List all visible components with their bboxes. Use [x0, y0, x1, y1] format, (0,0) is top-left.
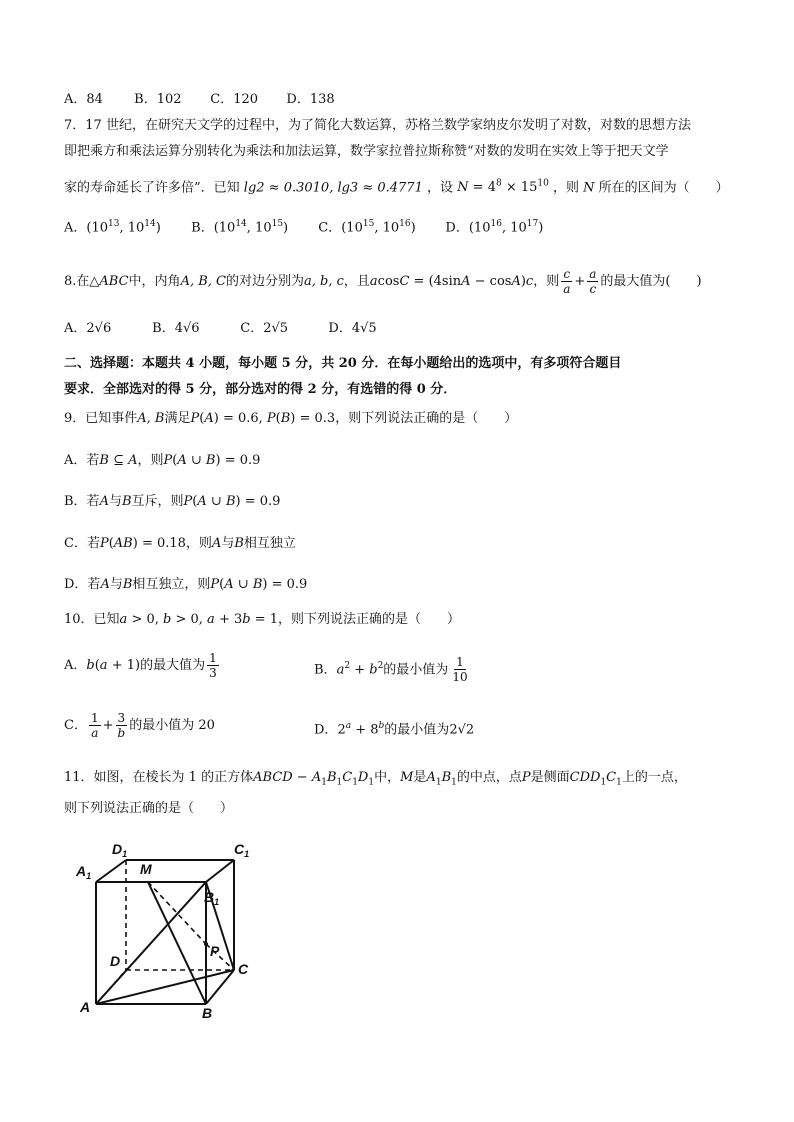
- q8-option-c: C．2√5: [240, 321, 289, 336]
- q8-text-1: 中，内角: [128, 274, 181, 289]
- label-a1: $A_1$: [76, 863, 92, 881]
- q6-options: [64, 91, 335, 109]
- q8-frac-c-a: $\frac{c}{a}$: [563, 267, 571, 296]
- q8-condition: acosC = (4sinA − cosA)c: [369, 274, 534, 289]
- q8-text-4: ，则: [533, 274, 560, 289]
- label-a: A: [80, 999, 91, 1015]
- q8-option-a: A．2√6: [64, 321, 112, 336]
- q8-option-d: D．4√5: [328, 321, 377, 336]
- label-c1: $C_1$: [234, 841, 250, 859]
- q10-stem: [64, 611, 460, 629]
- q9-option-d: D．若A与B相互独立，则P(A ∪ B) = 0.9: [64, 577, 308, 592]
- q6-option-d: D．138: [286, 92, 335, 107]
- q7-line3-text-b: ，设: [427, 180, 454, 196]
- q11-line1: 11．如图，在棱长为 1 的正方体ABCD − $A_1B_1C_1D_1$中，M是$A_1B_1$的中点，点P是侧面$CDD_1C_1$上的一点，: [64, 770, 687, 788]
- q6-option-b: B．102: [134, 92, 182, 107]
- q8-text-3: ，且: [343, 274, 370, 289]
- section2-line1: 二、选择题：本题共 4 小题，每小题 5 分，共 20 分．在每小题给出的选项中，有多项符合题目: [64, 356, 622, 371]
- q9-text-b: 满足: [164, 411, 191, 426]
- q8-text-5: 的最大值为( ): [600, 274, 702, 289]
- label-c: C: [238, 961, 249, 977]
- q7-line2: 即把乘方和乘法运算分别转化为乘法和加法运算，数学家拉普拉斯称赞“对数的发明在实效上等于把天文学: [64, 144, 669, 159]
- q7-options: [64, 215, 543, 237]
- label-b1: $B_1$: [204, 889, 220, 907]
- label-m: M: [140, 861, 152, 877]
- q10-option-d: D．$2^a + 8^b$的最小值为2√2: [314, 721, 475, 738]
- q7-option-a: A．($10^{13}$, $10^{14}$): [64, 219, 161, 236]
- q9-option-b: B．若A与B互斥，则P(A ∪ B) = 0.9: [64, 494, 281, 509]
- q7-option-c: C．($10^{15}$, $10^{16}$): [318, 219, 416, 236]
- segment-a-c: [96, 970, 234, 1004]
- label-b: B: [202, 1005, 213, 1021]
- edge-c1-b1: [206, 860, 234, 882]
- q8-text-2: 的对边分别为: [225, 274, 304, 289]
- edge-a1-d1: [96, 860, 126, 882]
- q9-option-a: A．若B ⊆ A，则P(A ∪ B) = 0.9: [64, 453, 261, 468]
- point-p: [204, 942, 208, 946]
- q9-stem: [64, 410, 517, 428]
- q10-text-a: 10．已知: [64, 612, 120, 627]
- q7-lg-values: lg2 ≈ 0.3010, lg3 ≈ 0.4771: [243, 180, 423, 196]
- segment-a-b1: [96, 882, 206, 1004]
- q11-line2: 则下列说法正确的是（ ）: [64, 801, 234, 816]
- q9-given: P(A) = 0.6, P(B) = 0.3: [190, 411, 336, 426]
- q8-stem: 8.在△ABC中，内角A, B, C的对边分别为a, b, c，且acosC = (4sinA − cosA)c，则 $\frac{c}{a}$ + $\frac{a}{c}$ 的最大值为( ): [64, 267, 702, 296]
- q7-n-symbol: N: [583, 180, 595, 196]
- label-d: D: [110, 953, 121, 969]
- cube-figure: [64, 832, 264, 1032]
- q8-frac-a-c: $\frac{a}{c}$: [589, 267, 597, 296]
- q6-option-a: A．84: [64, 92, 103, 107]
- section2-line2: 要求．全部选对的得 5 分，部分选对的得 2 分，有选错的得 0 分．: [64, 382, 457, 397]
- q10-given: a > 0, b > 0, a + 3b = 1: [119, 612, 279, 627]
- q7-option-d: D．($10^{16}$, $10^{17}$): [445, 219, 544, 236]
- q8-option-b: B．4√6: [152, 321, 200, 336]
- q8-sides: a, b, c: [304, 274, 344, 289]
- q9-text-a: 9．已知事件: [64, 411, 138, 426]
- q7-line3-text-c: ，则: [553, 180, 580, 196]
- q6-option-c: C．120: [210, 92, 259, 107]
- q8-triangle-abc: ABC: [99, 274, 129, 289]
- q7-line3: [64, 175, 729, 197]
- label-d1: $D_1$: [112, 841, 128, 859]
- q7-line1: 7．17 世纪，在研究天文学的过程中，为了简化大数运算，苏格兰数学家纳皮尔发明了对数，对数的思想方法: [64, 118, 691, 133]
- segment-m-b: [148, 882, 206, 1004]
- q10-option-b: B．$a^2 + b^2$的最小值为 $\frac{1}{10}$: [314, 655, 468, 685]
- q7-n-expression: $N = 4^8 \times 15^{10}$: [457, 179, 549, 196]
- q9-option-c: C．若P(AB) = 0.18，则A与B相互独立: [64, 536, 296, 551]
- q10-text-b: ，则下列说法正确的是（ ）: [278, 612, 461, 627]
- q10-option-a: A．b(a + 1)的最大值为 $\frac{1}{3}$: [64, 651, 217, 680]
- q7-line3-text-d: 所在的区间为（ ）: [598, 180, 729, 196]
- label-p: P: [210, 943, 220, 959]
- q10-option-c: C． $\frac{1}{a}$ + $\frac{3}{b}$ 的最小值为 20: [64, 711, 215, 740]
- q7-line3-text-a: 家的寿命延长了许多倍”．已知: [64, 180, 240, 196]
- q8-angles: A, B, C: [180, 274, 226, 289]
- q8-text-prefix: 8.在△: [64, 274, 100, 289]
- q9-events: A, B: [137, 411, 165, 426]
- q9-text-c: ，则下列说法正确的是（ ）: [335, 411, 518, 426]
- q8-options: [64, 320, 377, 338]
- q7-option-b: B．($10^{14}$, $10^{15}$): [191, 219, 289, 236]
